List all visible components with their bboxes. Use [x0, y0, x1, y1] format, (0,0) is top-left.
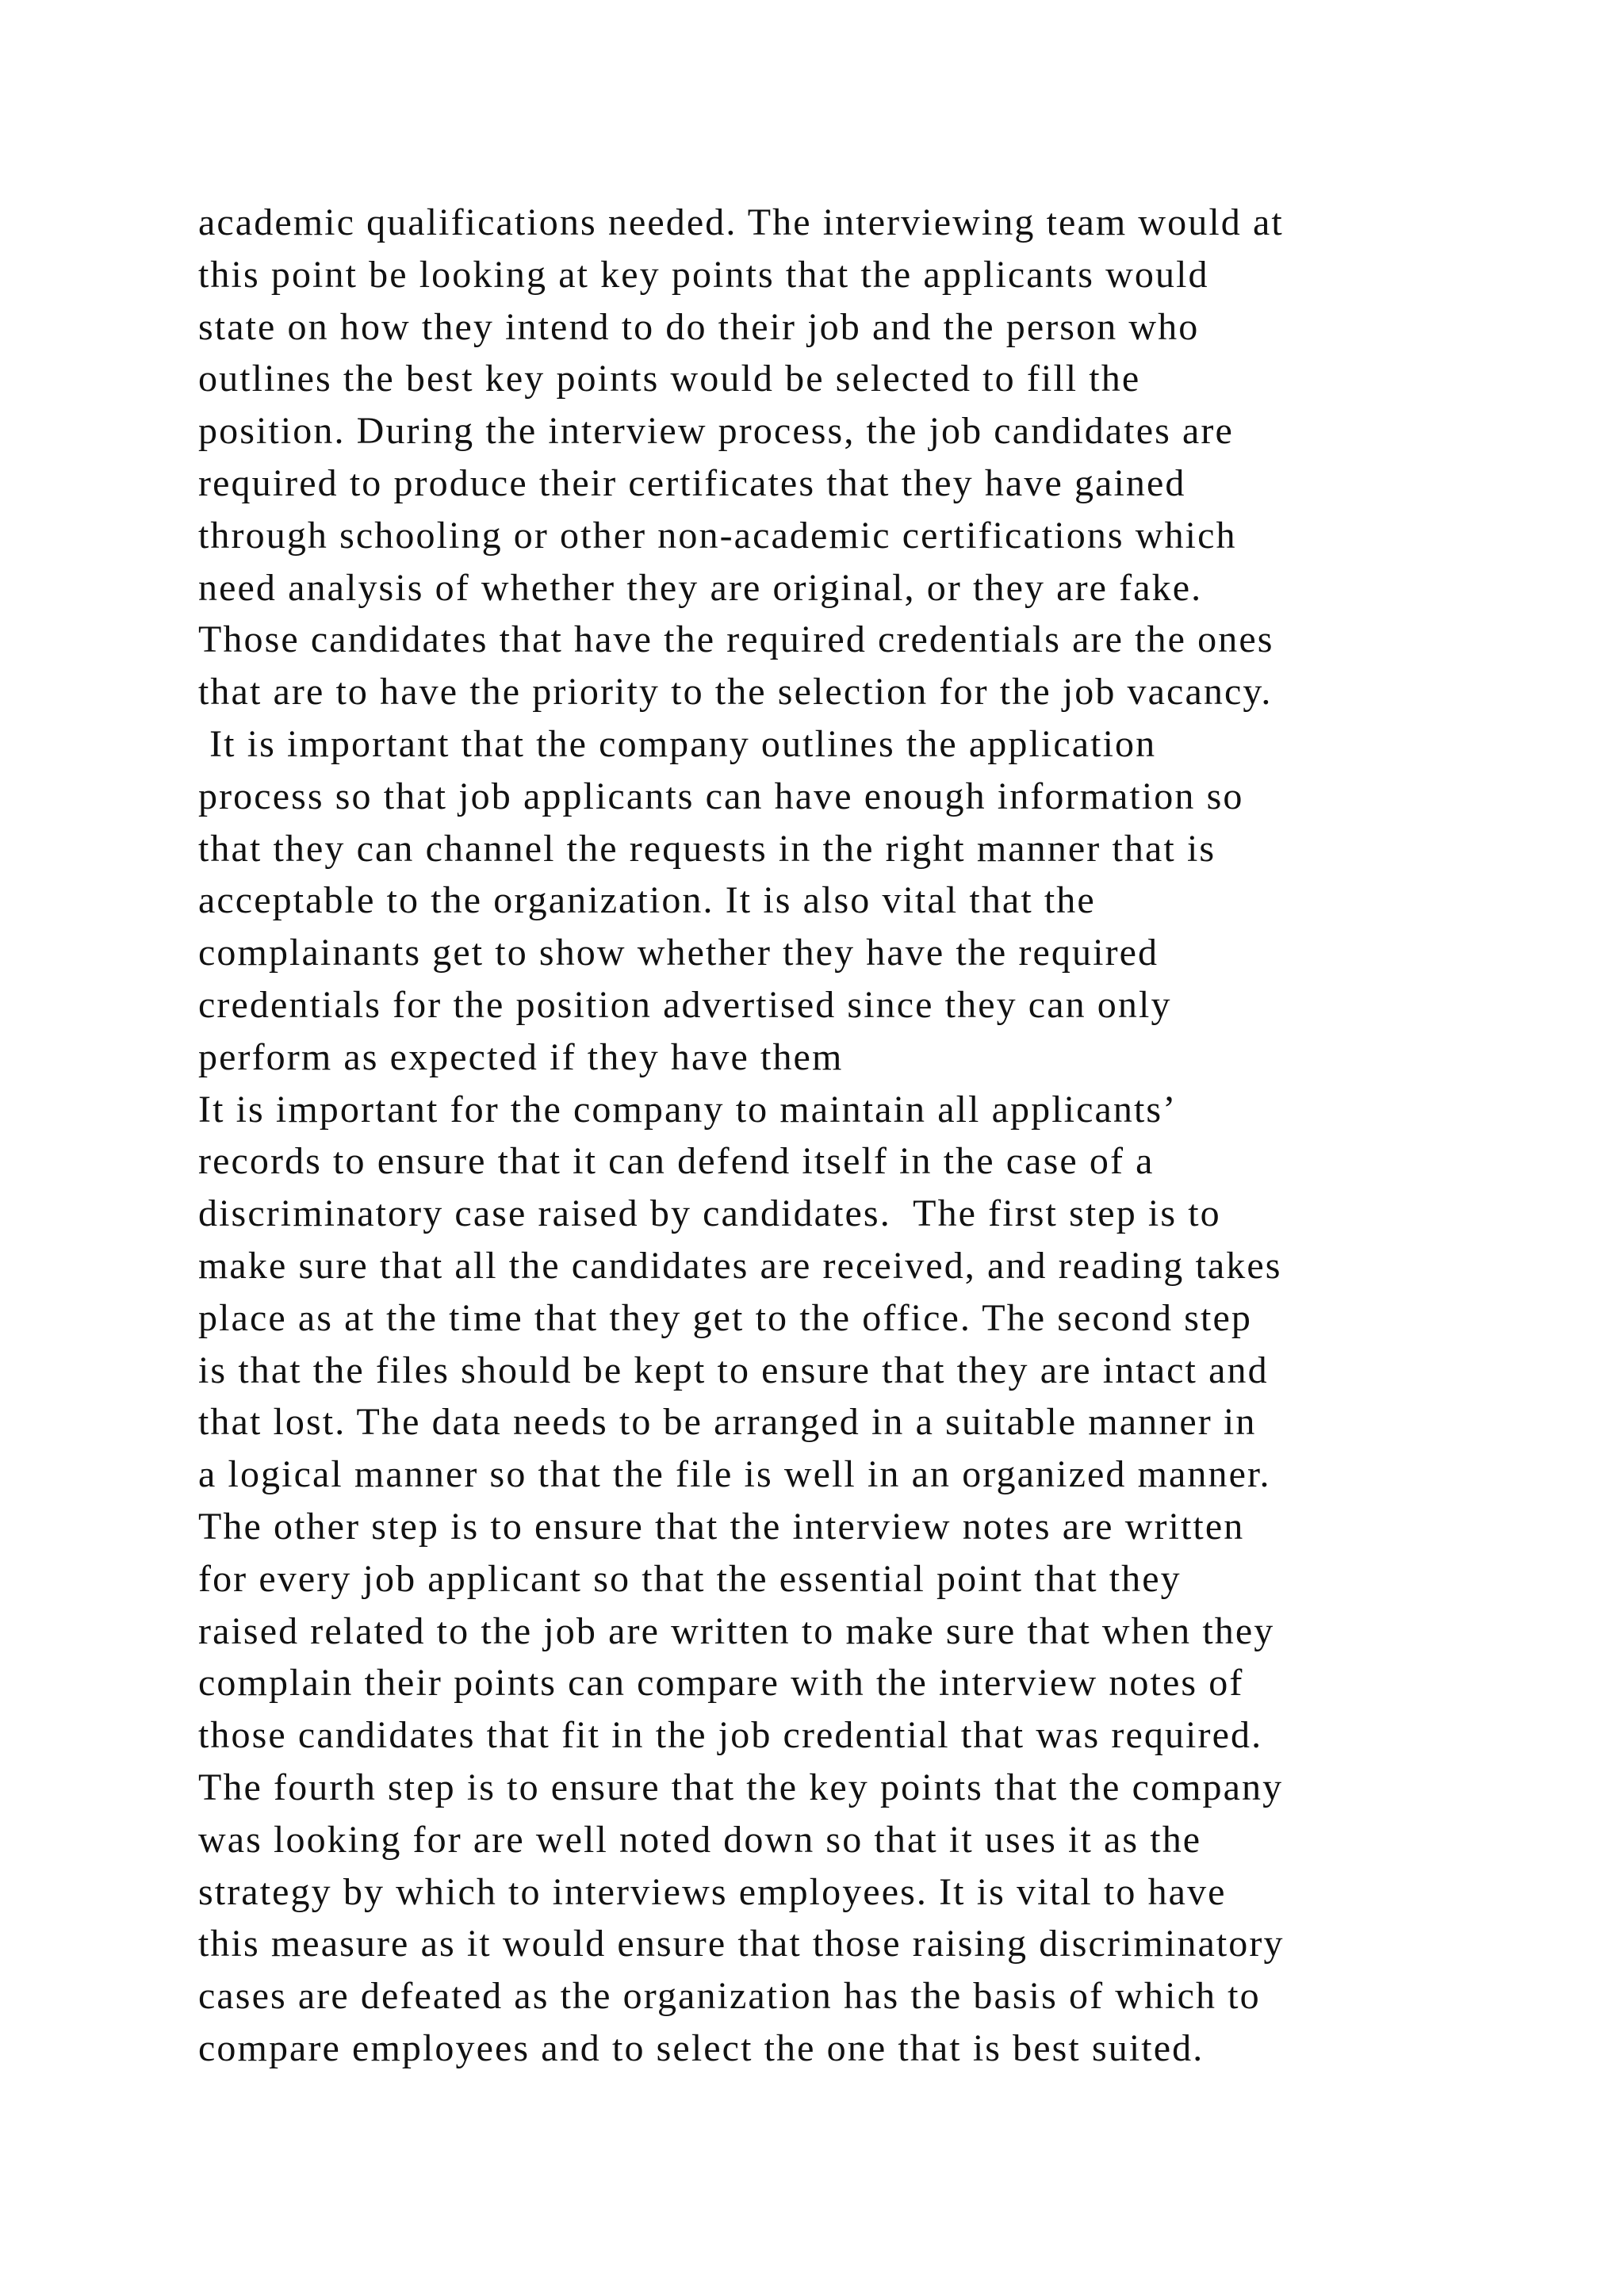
text-line: state on how they intend to do their job and the person who	[198, 305, 1200, 348]
text-line: complainants get to show whether they have the required	[198, 932, 1159, 974]
text-line: Those candidates that have the required credentials are the ones	[198, 618, 1274, 661]
text-line: was looking for are well noted down so that it uses it as the	[198, 1818, 1202, 1861]
text-line: through schooling or other non-academic certifications which	[198, 514, 1237, 557]
text-line: raised related to the job are written to make sure that when they	[198, 1609, 1275, 1652]
text-line: that lost. The data needs to be arranged in a suitable manner in	[198, 1401, 1257, 1444]
text-line: The other step is to ensure that the interview notes are written	[198, 1505, 1245, 1548]
text-line: that they can channel the requests in the right manner that is	[198, 827, 1216, 870]
body-text	[198, 197, 1594, 2075]
text-line: this measure as it would ensure that those raising discriminatory	[198, 1923, 1285, 1965]
text-line: The fourth step is to ensure that the key points that the company	[198, 1766, 1284, 1808]
text-line: perform as expected if they have them	[198, 1035, 844, 1078]
text-line: for every job applicant so that the essential point that they	[198, 1557, 1182, 1600]
text-line: compare employees and to select the one that is best suited.	[198, 2026, 1205, 2069]
text-line: acceptable to the organization. It is also vital that the	[198, 879, 1096, 922]
text-line: is that the files should be kept to ensure that they are intact and	[198, 1349, 1269, 1391]
text-line: need analysis of whether they are original, or they are fake.	[198, 566, 1203, 609]
text-line: make sure that all the candidates are received, and reading takes	[198, 1244, 1282, 1287]
text-line: outlines the best key points would be selected to fill the	[198, 358, 1141, 400]
text-line: that are to have the priority to the selection for the job vacancy.	[198, 671, 1273, 714]
text-line: place as at the time that they get to the office. The second step	[198, 1296, 1252, 1339]
text-line: strategy by which to interviews employees. It is vital to have	[198, 1870, 1227, 1913]
text-line: discriminatory case raised by candidates. The first step is to	[198, 1192, 1221, 1235]
text-line: a logical manner so that the file is well in an organized manner.	[198, 1453, 1271, 1496]
text-line: cases are defeated as the organization has the basis of which to	[198, 1975, 1261, 2018]
text-line: It is important that the company outlines the application	[198, 722, 1157, 765]
text-line: process so that job applicants can have enough information so	[198, 775, 1244, 817]
text-line: this point be looking at key points that the applicants would	[198, 253, 1209, 296]
text-line: It is important for the company to maintain all applicants’	[198, 1088, 1178, 1131]
text-line: academic qualifications needed. The interviewing team would at	[198, 201, 1284, 243]
text-line: credentials for the position advertised since they can only	[198, 983, 1172, 1026]
text-line: complain their points can compare with the interview notes of	[198, 1662, 1244, 1705]
text-line: position. During the interview process, the job candidates are	[198, 410, 1234, 453]
text-line: those candidates that fit in the job credential that was required.	[198, 1714, 1263, 1757]
text-line: required to produce their certificates that they have gained	[198, 461, 1186, 504]
text-line: records to ensure that it can defend itself in the case of a	[198, 1140, 1155, 1183]
